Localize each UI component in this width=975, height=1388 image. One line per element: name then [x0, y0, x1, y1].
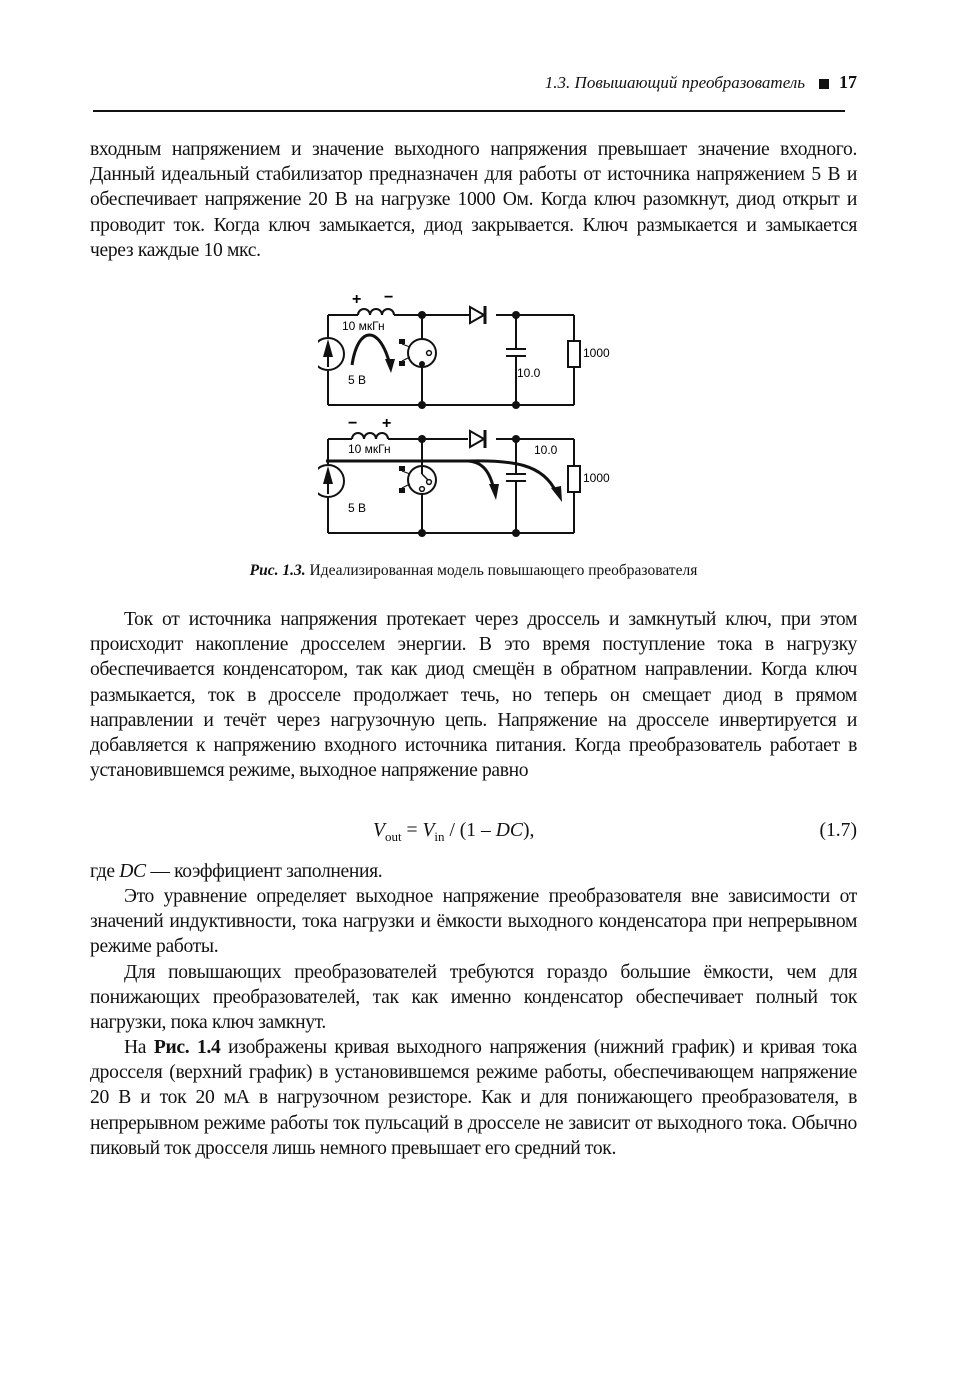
- sub-out: out: [384, 828, 402, 844]
- where-line: [90, 859, 857, 884]
- eq-part: ),: [522, 820, 535, 841]
- paragraph-text: изображены кривая выходного напряжения (нижний график) и кривая тока дросселя (верхний график) в установившемся режиме работы, обеспечивающем напряжение 20 В и ток 20 мА в нагрузочном резисторе. Как и для понижающего преобразователя, в непрерывном режиме работы ток пульсаций в дросселе не зависит от выходного тока. Обычно пиковый ток дросселя лишь немного превышает его средний ток.: [90, 1037, 858, 1159]
- paragraph-5: [90, 1035, 857, 1161]
- paragraph-2: [90, 607, 857, 783]
- figure-circuit: [318, 285, 618, 550]
- inductor-plus-label: +: [382, 415, 392, 432]
- section-title: 1.3. Повышающий преобразователь: [544, 73, 805, 92]
- inductor-value-label: 10 мкГн: [342, 319, 385, 333]
- inductor-plus-label: +: [352, 291, 362, 308]
- square-bullet-icon: [819, 79, 829, 89]
- capacitor-value-label: 10.0: [534, 443, 558, 457]
- var-v: V: [373, 820, 385, 841]
- inductor-minus-label: −: [384, 289, 394, 306]
- source-voltage-label: 5 В: [348, 501, 367, 515]
- eq-part: / (1 –: [444, 820, 496, 841]
- page-number: 17: [839, 72, 857, 92]
- figure-caption: [90, 562, 857, 580]
- where-prefix: где: [90, 861, 120, 882]
- running-header: [90, 72, 857, 102]
- boost-converter-diagram: [318, 285, 618, 550]
- var-v: V: [422, 820, 435, 841]
- var-dc: DC: [495, 820, 523, 841]
- source-voltage-label: 5 В: [348, 373, 367, 387]
- capacitor-value-label: 10.0: [517, 366, 541, 380]
- resistor-value-label: 1000: [583, 471, 610, 485]
- caption-text: Идеализированная модель повышающего преобразователя: [305, 562, 698, 579]
- para-prefix: На: [124, 1037, 154, 1058]
- caption-label: Рис. 1.3.: [249, 562, 306, 579]
- equation-body: [373, 820, 534, 845]
- paragraph-4: [90, 960, 857, 1036]
- paragraph-text: Это уравнение определяет выходное напряжение преобразователя вне зависимости от значений индуктивности, тока нагрузки и ёмкости выходного конденсатора при непрерывном режиме работы.: [90, 886, 857, 958]
- sub-in: in: [434, 828, 445, 844]
- var-dc: DC: [119, 861, 146, 882]
- paragraph-text: входным напряжением и значение выходного напряжения превышает значение входного. Данный идеальный стабилизатор предназначен для работы от источника напряжением 5 В и обеспечивает напряжение 20 В на нагрузке 1000 Ом. Когда ключ разомкнут, диод открыт и проводит ток. Когда ключ замыкается, диод закрывается. Ключ размыкается и замыкается через каждые 10 мкс.: [90, 139, 857, 261]
- equation-1-7: [90, 820, 857, 848]
- paragraph-text: Ток от источника напряжения протекает через дроссель и замкнутый ключ, при этом происходит накопление дросселем энергии. В это время поступление тока в нагрузку обеспечивается конденсатором, так как диод смещён в обратном направлении. Когда ключ размыкается, ток в дросселе продолжает течь, но теперь он смещает диод в прямом направлении и течёт через нагрузочную цепь. Напряжение на дросселе инвертируется и добавляется к напряжению входного источника питания. Когда преобразователь работает в установившемся режиме, выходное напряжение равно: [90, 609, 857, 782]
- equals: =: [401, 820, 423, 841]
- inductor-value-label: 10 мкГн: [348, 442, 391, 456]
- header-rule: [93, 110, 845, 112]
- intro-paragraph: [90, 137, 857, 263]
- figure-reference: Рис. 1.4: [153, 1037, 221, 1058]
- paragraph-text: Для повышающих преобразователей требуются гораздо большие ёмкости, чем для понижающих преобразователей, так как именно конденсатор обеспечивает полный ток нагрузки, пока ключ замкнут.: [90, 962, 857, 1034]
- where-suffix: — коэффициент заполнения.: [145, 861, 383, 882]
- paragraph-3: [90, 884, 857, 960]
- inductor-minus-label: −: [348, 415, 358, 432]
- equation-number: (1.7): [819, 820, 857, 841]
- resistor-value-label: 1000: [583, 346, 610, 360]
